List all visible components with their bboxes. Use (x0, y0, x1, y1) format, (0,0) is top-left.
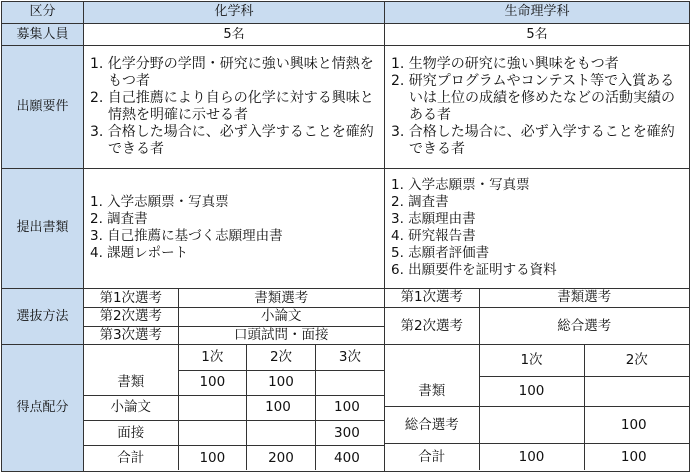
documents-row (2, 168, 690, 289)
documents-label: 提出書類 (2, 168, 84, 289)
scoring-item: 小論文 (84, 395, 178, 420)
scoring-chemistry (84, 345, 385, 472)
document-item: 1. 入学志願票・写真票 (391, 177, 530, 194)
selection-label: 選抜方法 (2, 289, 84, 345)
scoring-column-header: 2次 (584, 345, 689, 376)
scoring-data-row (84, 370, 384, 395)
scoring-item: 書類 (385, 376, 479, 407)
scoring-row (2, 345, 690, 472)
scoring-value: 100 (315, 395, 384, 420)
requirements-chemistry (84, 46, 385, 169)
document-item: 3. 自己推薦に基づく志願理由書 (90, 228, 283, 245)
scoring-item: 合計 (84, 446, 178, 471)
selection-life-science-table (385, 289, 689, 344)
documents-life-science (385, 168, 690, 289)
scoring-total-row (84, 446, 384, 471)
header-dept-chemistry: 化学科 (84, 2, 385, 24)
selection-stage: 第3次選考 (84, 326, 178, 344)
scoring-value: 100 (479, 444, 584, 471)
requirement-item: 1. 生物学の研究に強い興味をもつ者 (391, 55, 619, 72)
scoring-value: 200 (247, 446, 316, 471)
scoring-corner (84, 345, 178, 370)
scoring-item: 書類 (84, 370, 178, 395)
scoring-value (178, 395, 247, 420)
scoring-column-header: 2次 (247, 345, 316, 370)
document-item: 2. 調査書 (391, 194, 449, 211)
scoring-life-science-table (385, 345, 689, 470)
scoring-value: 100 (247, 395, 316, 420)
selection-stage: 第2次選考 (385, 307, 479, 344)
scoring-chemistry-table (84, 345, 384, 470)
requirements-row (2, 46, 690, 169)
scoring-value: 300 (315, 421, 384, 446)
scoring-total-row (385, 444, 689, 471)
scoring-value: 100 (178, 370, 247, 395)
scoring-column-header: 1次 (178, 345, 247, 370)
scoring-column-header: 3次 (315, 345, 384, 370)
document-item: 1. 入学志願票・写真票 (90, 194, 229, 211)
scoring-data-row (385, 407, 689, 444)
selection-life-science (385, 289, 690, 345)
scoring-header-row (84, 345, 384, 370)
selection-stage-row (84, 326, 384, 344)
documents-chemistry-list (84, 194, 384, 262)
document-item: 4. 研究報告書 (391, 228, 476, 245)
scoring-value (315, 370, 384, 395)
document-item: 6. 出願要件を証明する資料 (391, 262, 557, 279)
scoring-value (479, 407, 584, 444)
selection-method: 総合選考 (479, 307, 689, 344)
scoring-column-header: 1次 (479, 345, 584, 376)
requirements-life-science (385, 46, 690, 169)
document-item: 2. 調査書 (90, 211, 148, 228)
scoring-item: 総合選考 (385, 407, 479, 444)
scoring-value (584, 376, 689, 407)
requirements-life-science-list (385, 54, 689, 160)
scoring-value: 100 (247, 370, 316, 395)
requirement-item: 2. 自己推薦により自らの化学に対する興味と情熱を明確に示せる者 (90, 89, 374, 123)
scoring-data-row (385, 376, 689, 407)
selection-method: 書類選考 (178, 289, 384, 307)
scoring-life-science (385, 345, 690, 472)
scoring-value (247, 421, 316, 446)
scoring-value: 100 (584, 444, 689, 471)
recruit-life-science: 5名 (385, 24, 690, 46)
recruit-label: 募集人員 (2, 24, 84, 46)
selection-stage: 第2次選考 (84, 307, 178, 326)
selection-stage-row (84, 289, 384, 307)
documents-life-science-list (385, 177, 689, 279)
selection-stage: 第1次選考 (385, 289, 479, 307)
selection-row (2, 289, 690, 345)
selection-stage-row (385, 289, 689, 307)
document-item: 5. 志願者評価書 (391, 245, 490, 262)
scoring-data-row (84, 421, 384, 446)
requirements-chemistry-list (84, 54, 384, 160)
document-item: 3. 志願理由書 (391, 211, 476, 228)
selection-method: 書類選考 (479, 289, 689, 307)
scoring-value (178, 421, 247, 446)
selection-method: 小論文 (178, 307, 384, 326)
scoring-item: 面接 (84, 421, 178, 446)
selection-stage: 第1次選考 (84, 289, 178, 307)
requirement-item: 3. 合格した場合に、必ず入学することを確約できる者 (90, 123, 374, 157)
scoring-value: 400 (315, 446, 384, 471)
selection-chemistry-table (84, 289, 384, 344)
document-item: 4. 課題レポート (90, 245, 189, 262)
header-row (2, 2, 690, 24)
scoring-value: 100 (479, 376, 584, 407)
header-label-cell: 区分 (2, 2, 84, 24)
scoring-value: 100 (584, 407, 689, 444)
requirement-item: 3. 合格した場合に、必ず入学することを確約できる者 (391, 123, 675, 157)
scoring-data-row (84, 395, 384, 420)
requirements-label: 出願要件 (2, 46, 84, 169)
scoring-label: 得点配分 (2, 345, 84, 472)
requirement-item: 2. 研究プログラムやコンテスト等で入賞あるいは上位の成績を修めたなどの活動実績のある者 (391, 72, 675, 123)
admission-criteria-table (1, 1, 690, 472)
selection-method: 口頭試問・面接 (178, 326, 384, 344)
selection-chemistry (84, 289, 385, 345)
scoring-item: 合計 (385, 444, 479, 471)
recruit-row (2, 24, 690, 46)
selection-stage-row (84, 307, 384, 326)
scoring-value: 100 (178, 446, 247, 471)
scoring-header-row (385, 345, 689, 376)
documents-chemistry (84, 168, 385, 289)
requirement-item: 1. 化学分野の学問・研究に強い興味と情熱をもつ者 (90, 55, 374, 89)
selection-stage-row (385, 307, 689, 344)
scoring-corner (385, 345, 479, 376)
header-dept-life-science: 生命理学科 (385, 2, 690, 24)
recruit-chemistry: 5名 (84, 24, 385, 46)
